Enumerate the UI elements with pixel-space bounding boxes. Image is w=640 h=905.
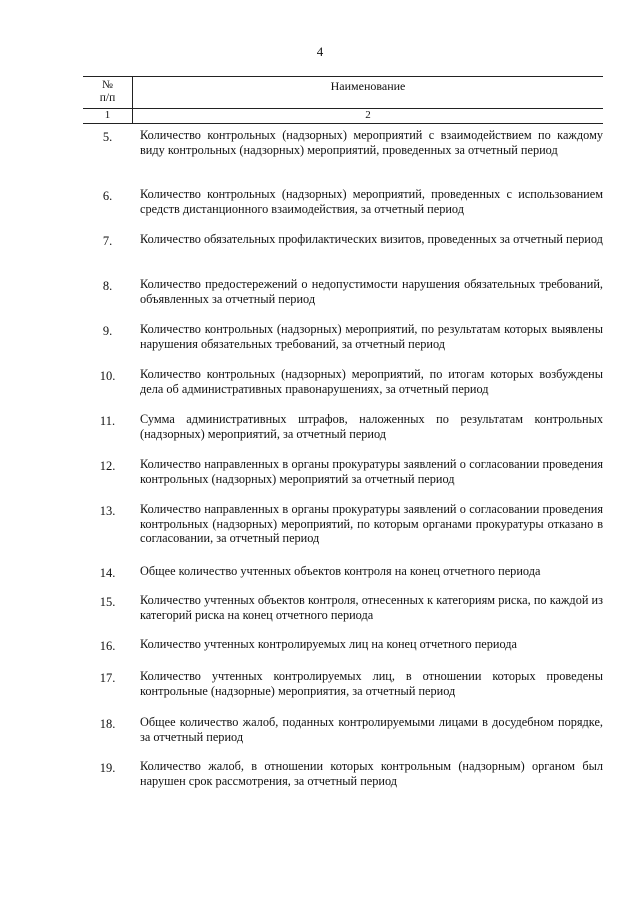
header-number-index: 1 (83, 109, 133, 123)
header-name-index: 2 (365, 109, 371, 121)
row-text: Сумма административных штрафов, наложенных по результатам контрольных (надзорных) мероприятий, за отчетный период (140, 412, 603, 441)
table-row (83, 669, 603, 698)
row-text: Количество учтенных объектов контроля, отнесенных к категориям риска, по каждой из категорий риска на конец отчетного периода (140, 593, 603, 622)
row-text: Количество предостережений о недопустимости нарушения обязательных требований, объявленных за отчетный период (140, 277, 603, 306)
row-number: 8. (102, 279, 113, 293)
row-text: Количество учтенных контролируемых лиц, в отношении которых проведены контрольные (надзорные) мероприятия, за отчетный период (140, 669, 603, 698)
row-text: Количество контрольных (надзорных) мероприятий, по результатам которых выявлены нарушения обязательных требований, за отчетный период (140, 322, 603, 351)
table-column-index-row (83, 109, 603, 124)
row-text: Количество обязательных профилактических визитов, проведенных за отчетный период (140, 232, 603, 246)
row-text: Количество жалоб, в отношении которых контрольным (надзорным) органом был нарушен срок рассмотрения, за отчетный период (140, 759, 603, 788)
table-row (83, 128, 603, 157)
row-number: 14. (99, 566, 116, 580)
table-row (83, 759, 603, 788)
row-number: 10. (99, 369, 116, 383)
row-number: 6. (102, 189, 113, 203)
table-header (83, 76, 603, 109)
table-row (83, 367, 603, 396)
table-row (83, 187, 603, 216)
row-number: 5. (102, 130, 113, 144)
table-row (83, 637, 603, 654)
table-row (83, 232, 603, 249)
row-text: Количество направленных в органы прокуратуры заявлений о согласовании проведения контрольных (надзорных) мероприятий за отчетный период (140, 457, 603, 486)
row-number: 15. (99, 595, 116, 609)
row-number: 11. (99, 414, 116, 428)
header-name-column: Наименование (330, 79, 406, 93)
table-row (83, 277, 603, 306)
row-number: 7. (102, 234, 113, 248)
row-text: Количество контрольных (надзорных) мероприятий, проведенных с использованием средств дистанционного взаимодействия, за отчетный период (140, 187, 603, 216)
page-number: 4 (316, 44, 324, 59)
header-number-column: № п/п (83, 77, 133, 108)
row-text: Количество контрольных (надзорных) мероприятий, по итогам которых возбуждены дела об административных правонарушениях, за отчетный период (140, 367, 603, 396)
row-text: Количество направленных в органы прокуратуры заявлений о согласовании проведения контрольных (надзорных) мероприятий, по которым органами прокуратуры отказано в согласовании, за отчетный период (140, 502, 603, 546)
row-number: 17. (99, 671, 116, 685)
row-text: Количество учтенных контролируемых лиц на конец отчетного периода (140, 637, 517, 651)
row-number: 19. (99, 761, 116, 775)
row-text: Общее количество учтенных объектов контроля на конец отчетного периода (140, 564, 541, 578)
table-row (83, 502, 603, 546)
table-row (83, 412, 603, 441)
row-number: 18. (99, 717, 116, 731)
table-row (83, 322, 603, 351)
row-text: Общее количество жалоб, поданных контролируемыми лицами в досудебном порядке, за отчетный период (140, 715, 603, 744)
table-row (83, 457, 603, 486)
row-text: Количество контрольных (надзорных) мероприятий с взаимодействием по каждому виду контрольных (надзорных) мероприятий, проведенных за отчетный период (140, 128, 603, 157)
row-number: 16. (99, 639, 116, 653)
table-row (83, 564, 603, 581)
table-row (83, 715, 603, 744)
row-number: 9. (102, 324, 113, 338)
document-table (83, 76, 603, 788)
row-number: 13. (99, 504, 116, 518)
table-row (83, 593, 603, 622)
row-number: 12. (99, 459, 116, 473)
